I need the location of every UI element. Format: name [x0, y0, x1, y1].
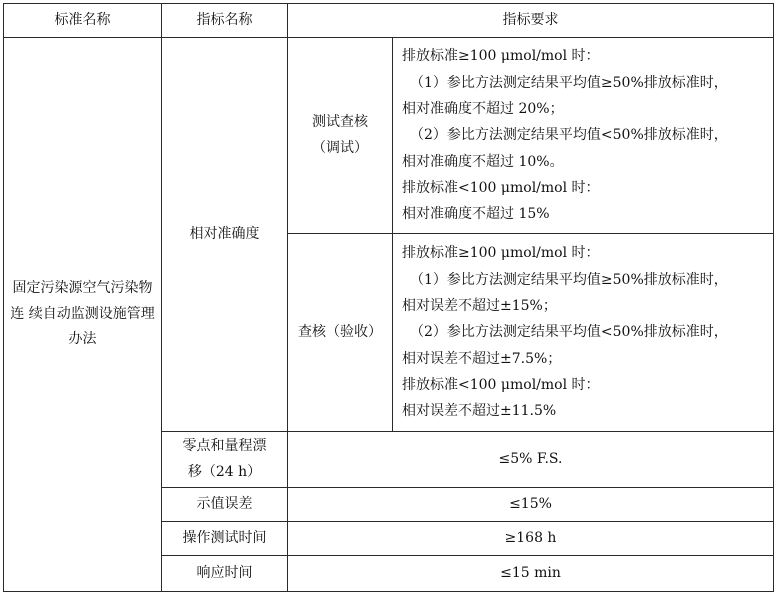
requirement-line: 相对准确度不超过 20%；: [402, 101, 564, 118]
requirement-line: 排放标准≥100 μmol/mol 时：: [402, 48, 600, 65]
requirement-line: 相对准确度不超过 10%。: [402, 153, 564, 170]
metric-accuracy-cell: 相对准确度: [162, 38, 288, 432]
requirement-line: 相对误差不超过±11.5%: [402, 403, 557, 420]
requirement-line: （2）参比方法测定结果平均值<50%排放标准时，: [410, 324, 728, 341]
header-metric-name: 指标名称: [162, 4, 288, 38]
requirement-line: 相对误差不超过±7.5%；: [402, 350, 562, 367]
requirement-test-cell: [393, 38, 774, 234]
requirement-indication-error-cell: ≤15%: [288, 488, 774, 522]
requirement-line: （2）参比方法测定结果平均值<50%排放标准时，: [410, 127, 728, 144]
spec-table: [3, 3, 774, 592]
requirement-line: 排放标准<100 μmol/mol 时：: [402, 179, 600, 196]
requirement-line: （1）参比方法测定结果平均值≥50%排放标准时，: [410, 74, 728, 91]
table-row: [4, 38, 774, 234]
requirement-line: 排放标准<100 μmol/mol 时：: [402, 376, 600, 393]
requirement-response-time-cell: ≤15 min: [288, 556, 774, 592]
requirement-line: 相对误差不超过±15%；: [402, 298, 557, 315]
sub-check-cell: 查核（验收）: [288, 234, 393, 432]
metric-drift-cell: 零点和量程漂 移（24 h）: [162, 432, 288, 488]
sub-test-cell: 测试查核 （调试）: [288, 38, 393, 234]
header-row: [4, 4, 774, 38]
metric-response-time-cell: 响应时间: [162, 556, 288, 592]
requirement-line: 相对准确度不超过 15%: [402, 206, 550, 223]
requirement-line: （1）参比方法测定结果平均值≥50%排放标准时，: [410, 271, 728, 288]
header-standard-name: 标准名称: [4, 4, 162, 38]
header-requirement: 指标要求: [288, 4, 774, 38]
requirement-drift-cell: ≤5% F.S.: [288, 432, 774, 488]
standard-name-cell: 固定污染源空气污染物连 续自动监测设施管理办法: [4, 38, 162, 592]
metric-indication-error-cell: 示值误差: [162, 488, 288, 522]
requirement-check-cell: [393, 234, 774, 432]
requirement-operation-time-cell: ≥168 h: [288, 522, 774, 556]
metric-operation-time-cell: 操作测试时间: [162, 522, 288, 556]
requirement-line: 排放标准≥100 μmol/mol 时：: [402, 245, 600, 262]
